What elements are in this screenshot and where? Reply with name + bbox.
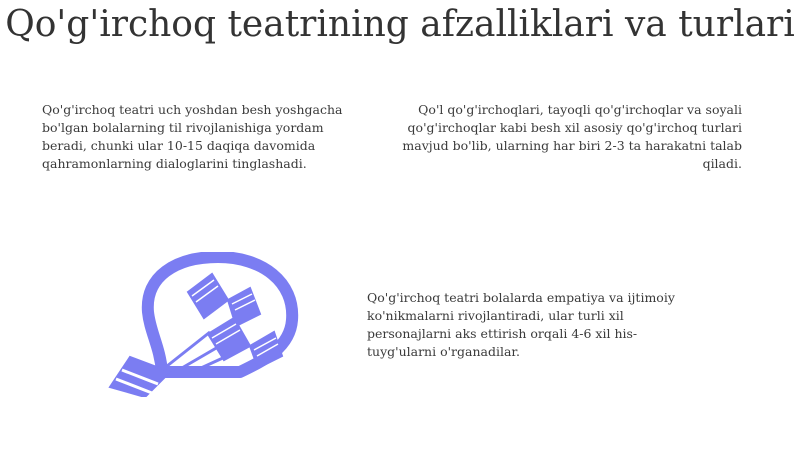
paragraph-language-development: Qo'g'irchoq teatri uch yoshdan besh yoshgacha bo'lgan bolalarning til rivojlanishiga yordam beradi, chunki ular 10-15 daqiqa davomida qahramonlarning dialoglarini tinglashadi. <box>42 102 343 171</box>
book-lower <box>208 318 250 360</box>
paragraph-puppet-types: Qo'l qo'g'irchoqlari, tayoqli qo'g'irchoqlar va soyali qo'g'irchoqlar kabi besh xil asosiy qo'g'irchoq turlari mavjud bo'lib, ularning har biri 2-3 ta harakatni talab qiladi. <box>402 102 742 171</box>
paragraph-empathy-skills: Qo'g'irchoq teatri bolalarda empatiya va ijtimoiy ko'nikmalarni rivojlantiradi, ular turli xil personajlarni aks ettirish orqali 4-6 xil his-tuyg'ularni o'rganadilar. <box>367 290 675 359</box>
lightbulb-book-icon <box>100 252 300 397</box>
book-upper <box>188 274 228 318</box>
slide-title: Qo'g'irchoq teatrining afzalliklari va turlari <box>5 4 795 45</box>
